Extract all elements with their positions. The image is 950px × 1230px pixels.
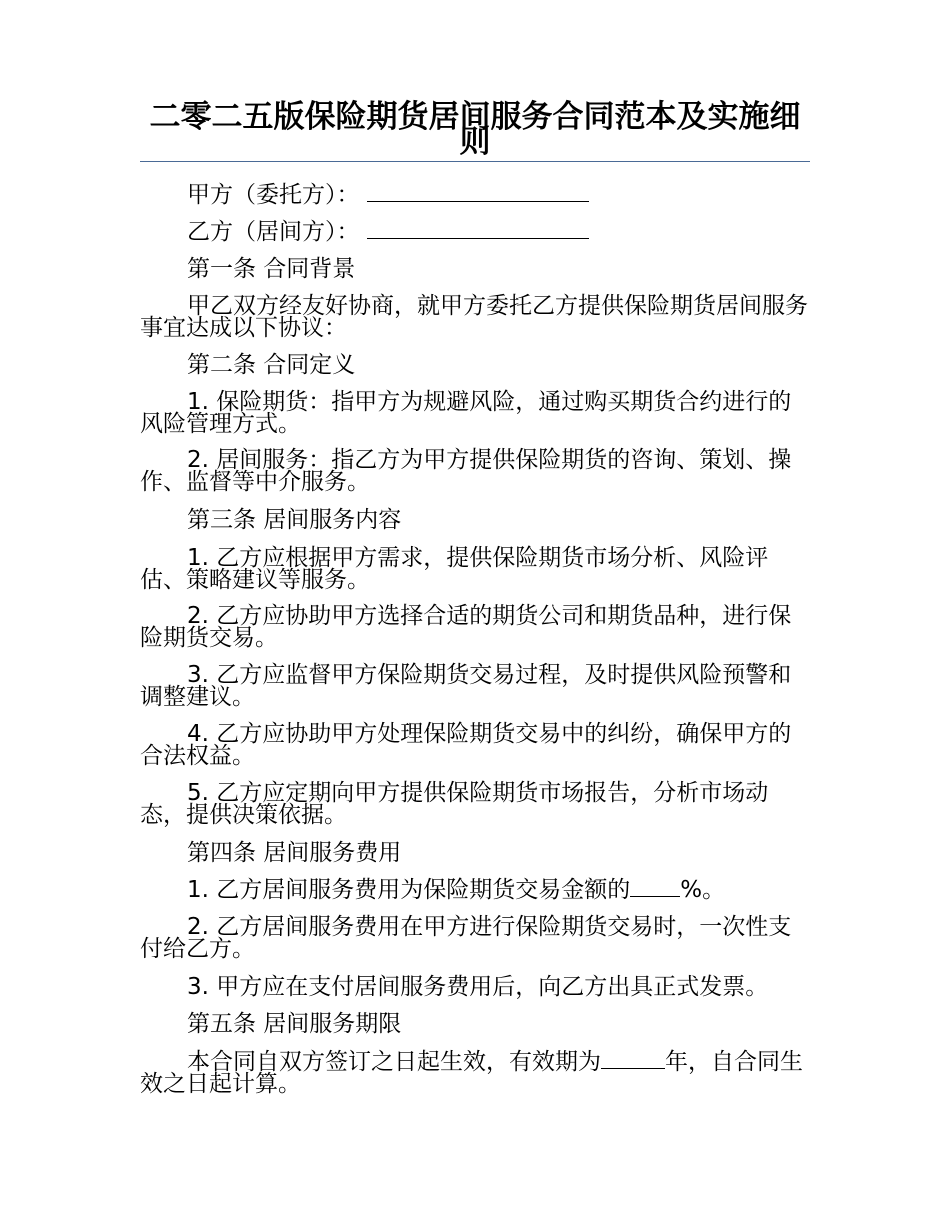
party-a-blank <box>367 183 589 202</box>
article-4-item-3: 3. 甲方应在支付居间服务费用后，向乙方出具正式发票。 <box>187 974 769 1000</box>
article-2-item-1: 1. 保险期货：指甲方为规避风险，通过购买期货合约进行的风险管理方式。 <box>140 389 792 437</box>
article-1-body: 甲乙双方经友好协商，就甲方委托乙方提供保险期货居间服务事宜达成以下协议： <box>140 293 808 341</box>
fee-clause-unit: %。 <box>680 877 726 903</box>
fee-percent-blank <box>630 878 680 897</box>
article-3-item-2: 2. 乙方应协助甲方选择合适的期货公司和期货品种，进行保险期货交易。 <box>140 603 792 651</box>
term-text: 本合同自双方签订之日起生效，有效期为 <box>187 1049 601 1075</box>
fee-clause-text: 1. 乙方居间服务费用为保险期货交易金额的 <box>187 877 631 903</box>
article-2-heading: 第二条 合同定义 <box>187 352 356 378</box>
article-3-item-3: 3. 乙方应监督甲方保险期货交易过程，及时提供风险预警和调整建议。 <box>140 662 792 710</box>
document-title: 二零二五版保险期货居间服务合同范本及实施细则 <box>149 99 801 160</box>
party-b-blank <box>367 220 589 239</box>
article-2-item-2: 2. 居间服务：指乙方为甲方提供保险期货的咨询、策划、操作、监督等中介服务。 <box>140 447 792 495</box>
party-b-label: 乙方（居间方）： <box>187 219 360 245</box>
article-5-heading: 第五条 居间服务期限 <box>187 1011 402 1037</box>
article-3-item-4: 4. 乙方应协助甲方处理保险期货交易中的纠纷，确保甲方的合法权益。 <box>140 721 792 769</box>
party-a-label: 甲方（委托方）： <box>187 182 360 208</box>
article-1-heading: 第一条 合同背景 <box>187 256 356 282</box>
title-underline <box>140 161 810 162</box>
party-b-line <box>140 218 810 246</box>
article-3-item-5: 5. 乙方应定期向甲方提供保险期货市场报告，分析市场动态，提供决策依据。 <box>140 780 769 828</box>
article-3-item-1: 1. 乙方应根据甲方需求，提供保险期货市场分析、风险评估、策略建议等服务。 <box>140 545 769 593</box>
article-5-body <box>140 1050 810 1095</box>
article-4-item-1 <box>140 876 810 904</box>
term-years-blank <box>601 1050 665 1069</box>
article-3-heading: 第三条 居间服务内容 <box>187 507 402 533</box>
article-4-heading: 第四条 居间服务费用 <box>187 840 402 866</box>
article-4-item-2: 2. 乙方居间服务费用在甲方进行保险期货交易时，一次性支付给乙方。 <box>140 914 792 962</box>
term-text-after: 年，自合同生效之日起计算。 <box>140 1049 803 1097</box>
party-a-line <box>140 181 810 209</box>
